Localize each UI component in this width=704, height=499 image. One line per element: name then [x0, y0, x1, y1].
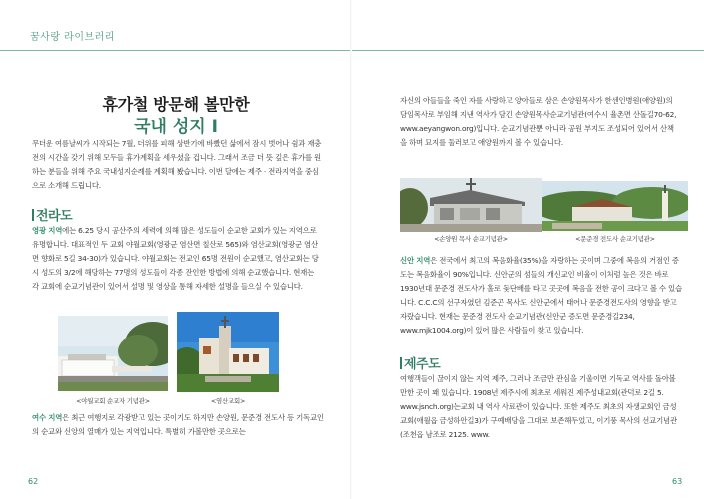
heading-bar: [32, 209, 34, 221]
article-title-line2: 국내 성지 I: [134, 117, 218, 137]
right-paragraph-2-text: 은 전국에서 최고의 복음화율(35%)을 자랑하는 곳이며 그중에 복음의 거점인 증도는 복음화율이 90%입니다. 신안군의 섬들의 개신교인 비율이 이처럼 높은 것은 바로 1930년대 문준경 전도사가 홀로 돛단배를 타고 곳곳에 복음을 전한 공이 크다고 볼 수 있습니다. C.C.C의 선구자였던 김준곤 목사도 신안군에서 태어나 문준경전도사의 영향을 받고 자랐습니다. 현재는 문준경 전도사 순교기념관(신안군 증도면 문준경길234, www.mjk1004.org)이 있어 많은 사람들이 찾고 있습니다.: [400, 256, 682, 335]
caption-yawol: <야월교회 순교자 기념관>: [76, 397, 150, 405]
highlight-yeosu: 여수 지역: [32, 413, 63, 422]
section-heading-jeolla: [32, 205, 72, 224]
heading-bar-jeju: [400, 357, 402, 369]
caption-moon-jungyeong: <문준경 전도사 순교기념관>: [575, 235, 655, 243]
photo-son-yangwon-memorial: [400, 178, 542, 232]
jeolla-paragraph-1: [32, 224, 322, 294]
jeolla-paragraph-1-text: 에는 6.25 당시 공산주의 세력에 의해 많은 성도들이 순교한 교회가 있는 지역으로 유명합니다. 대표적인 두 교회 야월교회(영광군 염산면 칠산로 565)와 염산교회(영광군 염산면 향화로 5길 34-30)가 있습니다. 야월교회는 전교인 65명 전원이 순교했고, 염산교회는 당시 성도의 3/2에 해당하는 77명의 성도들이 각종 잔인한 방법에 의해 순교했습니다. 현재는 각 교회에 순교기념관이 있어서 설명 및 영상을 통해 자세한 설명을 들으실 수 있습니다.: [32, 226, 319, 291]
highlight-sinan: 신안 지역: [400, 256, 431, 265]
section-heading-jeju: [400, 353, 440, 372]
header-rule-right: [352, 50, 704, 51]
right-paragraph-2: [400, 254, 682, 338]
article-title-line1: 휴가철 방문해 볼만한: [102, 95, 250, 114]
section-heading-jeolla-text: 전라도: [36, 209, 73, 224]
header-rule: [0, 50, 352, 51]
photo-yeomsan-church: [177, 312, 279, 392]
caption-yeomsan: <염산교회>: [210, 397, 246, 405]
photo-moon-jungyeong-memorial: [542, 181, 688, 231]
right-paragraph-1: 자신의 아들들을 죽인 자를 사랑하고 양아들로 삼은 손양원목사가 한센인병원(애양원)의 담임목사로 부임해 지낸 역사가 담긴 손양원목사순교기념관(여수시 율촌면 산돌길70-62, www.aeyangwon.org)입니다. 순교기념관뿐 아니라 공원 부지도 조성되어 있어서 산책을 하며 묘지를 둘러보고 애양원까지 볼 수 있습니다.: [400, 96, 677, 147]
jeju-paragraph: 여행객들이 끊이지 않는 지역 제주, 그러나 조금만 관심을 기울이면 기독교 역사를 돌아볼만한 곳이 꽤 있습니다. 1908년 제주시에 최초로 세워진 제주성내교회(관덕로 2길 5. www.jsnch.org)는교회 내 역사 사료관이 있습니다. 또한 제주도 최초의 자생교회인 금성교회(애월읍 금성하안길3)가 구예배당을 그대로 보존해두었고, 이기풍 목사의 선교기념관(조천읍 남조로 2125. www.: [400, 374, 677, 439]
page-number-left: 62: [28, 477, 39, 486]
jeolla-paragraph-2-text: 은 최근 여행지로 각광받고 있는 곳이기도 하지만 손양원, 문준경 전도사 등 기독교인의 순교와 신앙의 열매가 있는 지역입니다. 특별히 가볼만한 곳으로는: [32, 413, 324, 436]
intro-paragraph: 무더운 여름날씨가 시작되는 7월, 더위를 피해 상반기에 바빴던 삶에서 잠시 벗어나 쉼과 재충전의 시간을 갖기 위해 모두들 휴가계획을 세우셨을 겁니다. 그래서 조금 더 뜻 깊은 휴가를 원하는 분들을 위해 주요 국내성지순례를 계획해 봤습니다. 이번 달에는 제주 · 전라지역을 중심으로 소개해 드립니다.: [32, 139, 322, 190]
jeolla-paragraph-2: [32, 411, 324, 439]
photo-yawol-memorial: [58, 316, 168, 391]
right-page: [352, 0, 704, 499]
highlight-yeonggwang: 영광 지역: [32, 226, 63, 235]
section-heading-jeju-text: 제주도: [404, 357, 441, 372]
running-head: 꿈사랑 라이브러리: [30, 32, 115, 43]
caption-son-yangwon: <손양원 목사 순교기념관>: [434, 235, 508, 243]
page-number-right: 63: [672, 477, 683, 486]
